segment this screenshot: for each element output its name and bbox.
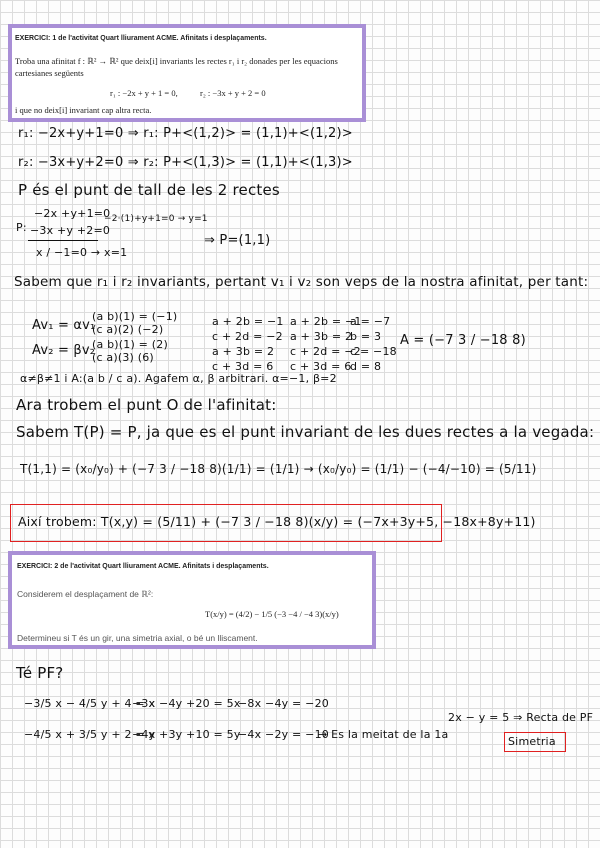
exercise-1-text-line2: cartesianes següents bbox=[15, 68, 84, 78]
system-underline bbox=[28, 240, 98, 241]
linear-system-col1-1: a + 2b = −1 bbox=[212, 315, 284, 328]
exercise-1-title: EXERCICI: 1 de l'activitat Quart lliurament ACME. Afinitats i desplaçaments. bbox=[15, 35, 267, 42]
solution-r2-line: r₂: −3x+y+2=0 ⇒ r₂: P+<(1,3)> = (1,1)+<(1,3)> bbox=[18, 155, 353, 170]
multiplied-eq-1: −3x −4y +20 = 5x bbox=[132, 697, 241, 710]
solution-c: c = −18 bbox=[350, 345, 397, 358]
exercise-1-text-line1: Troba una afinitat f : ℝ² → ℝ² que deix[i] invariants les rectes r₁ i r₂ donades per les equacions bbox=[15, 56, 338, 66]
solution-p-intersection: P és el punt de tall de les 2 rectes bbox=[18, 181, 280, 199]
exercise-1-eq-r2: r₂ : −3x + y + 2 = 0 bbox=[200, 88, 266, 98]
matrix-eq-1-top: (a b)(1) = (−1) bbox=[92, 310, 178, 323]
multiplied-eq-2: −4x +3y +10 = 5y bbox=[132, 728, 241, 741]
matrix-eq-2-top: (a b)(1) = (2) bbox=[92, 338, 168, 351]
linear-system-col2-1: a + 2b = −1 bbox=[290, 315, 362, 328]
linear-system-col2-4: c + 3d = 6 bbox=[290, 360, 352, 373]
exercise-2-equation: T(x/y) = (4/2) − 1/5 (−3 −4 / −4 3)(x/y) bbox=[205, 609, 339, 619]
matrix-a-result: A = (−7 3 / −18 8) bbox=[400, 333, 526, 348]
fixed-point-question: Té PF? bbox=[16, 664, 64, 682]
final-affinity-expression: Així trobem: T(x,y) = (5/11) + (−7 3 / −18 8)(x/y) = (−7x+3y+5, −18x+8y+11) bbox=[18, 514, 536, 529]
reduced-eq-1: −8x −4y = −20 bbox=[238, 697, 329, 710]
linear-system-col2-2: a + 3b = 2 bbox=[290, 330, 353, 343]
exercise-2-text-line1: Considerem el desplaçament de ℝ²: bbox=[17, 589, 154, 599]
invariant-point-statement: Sabem T(P) = P, ja que es el punt invariant de les dues rectes a la vegada: bbox=[16, 423, 595, 441]
fixed-point-line-result: 2x − y = 5 ⇒ Recta de PF bbox=[448, 711, 594, 724]
exercise-2-title: EXERCICI: 2 de l'activitat Quart lliurament ACME. Afinitats i desplaçaments. bbox=[17, 563, 269, 570]
exercise-2-text-line2: Determineu si T és un gir, una simetria axial, o bé un lliscament. bbox=[17, 633, 258, 643]
solution-a: a = −7 bbox=[350, 315, 391, 328]
find-origin-heading: Ara trobem el punt O de l'afinitat: bbox=[16, 396, 277, 414]
system-substitution: −2·(1)+y+1=0 → y=1 bbox=[104, 214, 208, 224]
reduced-eq-2: −4x −2y = −10 bbox=[238, 728, 329, 741]
linear-system-col1-2: c + 2d = −2 bbox=[212, 330, 283, 343]
system-eq-b: −3x +y +2=0 bbox=[30, 224, 111, 237]
exercise-1-eq-r1: r₁ : −2x + y + 1 = 0, bbox=[110, 88, 178, 98]
linear-system-col1-3: a + 3b = 2 bbox=[212, 345, 275, 358]
solution-d: d = 8 bbox=[350, 360, 382, 373]
point-p-value: ⇒ P=(1,1) bbox=[204, 233, 271, 248]
linear-system-col1-4: c + 3d = 6 bbox=[212, 360, 274, 373]
half-of-first-note: → Es la meitat de la 1a bbox=[318, 728, 449, 741]
fixed-point-eq-1: −3/5 x − 4/5 y + 4 = x bbox=[24, 697, 156, 710]
linear-system-col2-3: c + 2d = −2 bbox=[290, 345, 361, 358]
matrix-eq-1-bottom: (c a)(2) (−2) bbox=[92, 323, 164, 336]
solution-r1-line: r₁: −2x+y+1=0 ⇒ r₁: P+<(1,2)> = (1,1)+<(1,2)> bbox=[18, 126, 353, 141]
system-eq-a: −2x +y+1=0 bbox=[34, 207, 111, 220]
matrix-eq-2-bottom: (c a)(3) (6) bbox=[92, 351, 154, 364]
eigenvalue-condition: α≠β≠1 i A:(a b / c a). Agafem α, β arbitrari. α=−1, β=2 bbox=[20, 372, 337, 385]
fixed-point-eq-2: −4/5 x + 3/5 y + 2 = y bbox=[24, 728, 156, 741]
answer-symmetry: Simetria bbox=[508, 735, 556, 748]
solution-b: b = 3 bbox=[350, 330, 382, 343]
origin-computation: T(1,1) = (x₀/y₀) + (−7 3 / −18 8)(1/1) = (1/1) → (x₀/y₀) = (1/1) − (−4/−10) = (5/11) bbox=[20, 462, 537, 476]
system-label-p: P: bbox=[16, 221, 27, 234]
eigenvector-statement: Sabem que r₁ i r₂ invariants, pertant v₁ i v₂ son veps de la nostra afinitat, per tant: bbox=[14, 274, 589, 290]
eigen-eq-2: Av₂ = βv₂ bbox=[32, 343, 96, 358]
exercise-1-text-line3: i que no deix[i] invariant cap altra recta. bbox=[15, 105, 152, 115]
system-result-x: x / −1=0 → x=1 bbox=[36, 246, 128, 259]
eigen-eq-1: Av₁ = αv₁ bbox=[32, 318, 96, 333]
